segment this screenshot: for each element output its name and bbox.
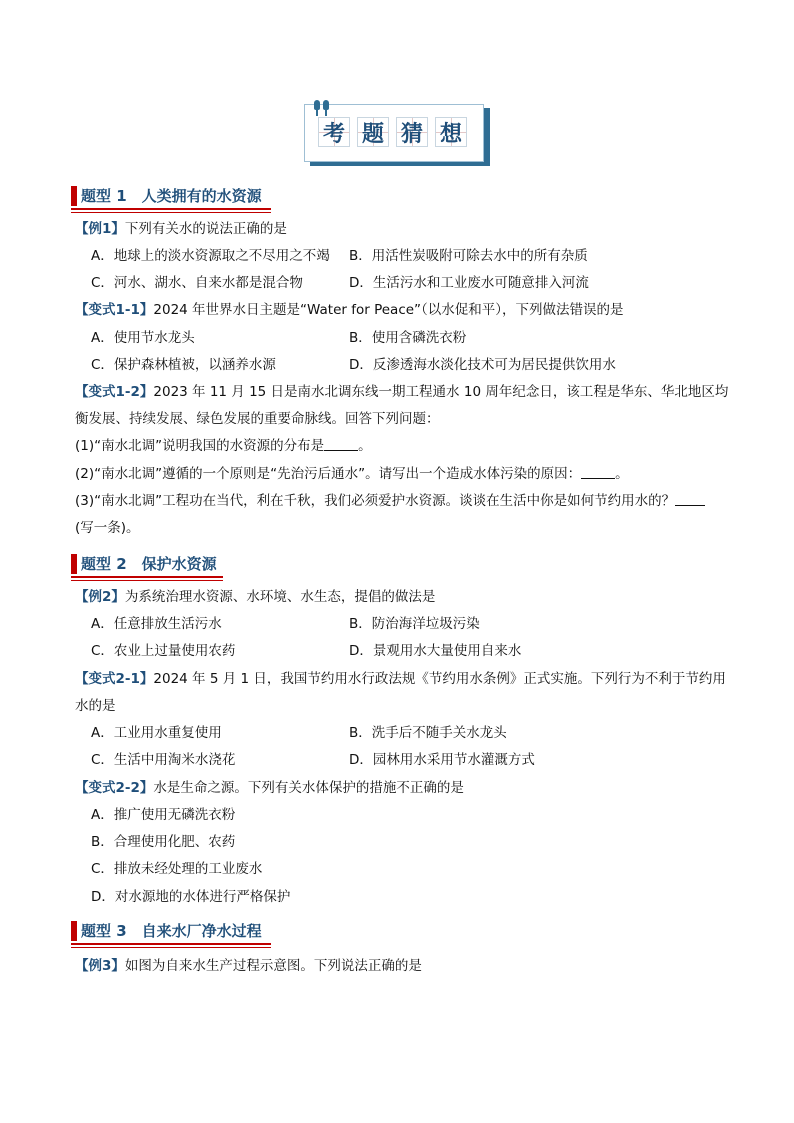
question-variant-1-1 xyxy=(75,300,624,320)
question-tag: 【例2】 xyxy=(75,589,125,605)
sub-question-end: 。 xyxy=(615,466,629,482)
option-c: C．农业上过量使用农药 xyxy=(91,643,236,659)
question-variant-2-1 xyxy=(75,669,726,689)
sub-question-3 xyxy=(75,491,705,511)
section-heading-3 xyxy=(71,917,262,941)
question-variant-1-2 xyxy=(75,382,728,402)
section-underline xyxy=(71,943,271,945)
option-b: B．使用含磷洗衣粉 xyxy=(349,330,467,346)
answer-blank[interactable] xyxy=(581,464,615,479)
section-underline xyxy=(71,208,271,210)
header-banner xyxy=(304,100,490,166)
answer-blank[interactable] xyxy=(324,436,358,451)
option-c: C．生活中用淘米水浇花 xyxy=(91,752,236,768)
option-b: B．合理使用化肥、农药 xyxy=(91,834,236,850)
question-stem: 为系统治理水资源、水环境、水生态，提倡的做法是 xyxy=(124,589,436,605)
banner-char: 考 xyxy=(318,117,350,147)
question-stem: 2024 年 5 月 1 日，我国节约用水行政法规《节约用水条例》正式实施。下列行为不利于节约用 xyxy=(153,671,726,687)
option-d: D．对水源地的水体进行严格保护 xyxy=(91,889,291,905)
question-stem: 2024 年世界水日主题是“Water for Peace”（以水促和平），下列做法错误的是 xyxy=(153,302,624,318)
option-a: A．任意排放生活污水 xyxy=(91,616,222,632)
question-variant-2-2 xyxy=(75,778,464,798)
section-underline xyxy=(71,580,223,581)
section-marker xyxy=(71,186,77,206)
question-tag: 【变式2-1】 xyxy=(75,671,154,687)
option-c: C．保护森林植被，以涵养水源 xyxy=(91,357,276,373)
section-underline xyxy=(71,947,271,948)
question-example-2 xyxy=(75,587,435,607)
question-stem: 下列有关水的说法正确的是 xyxy=(124,221,287,237)
answer-blank[interactable] xyxy=(675,491,705,506)
sub-question-3-continued: (写一条)。 xyxy=(75,520,140,536)
section-title: 题型 3 自来水厂净水过程 xyxy=(81,922,262,940)
option-b: B．防治海洋垃圾污染 xyxy=(349,616,480,632)
banner-char: 想 xyxy=(435,117,467,147)
sub-question-text: (1)“南水北调”说明我国的水资源的分布是 xyxy=(75,438,325,454)
section-marker xyxy=(71,554,77,574)
question-tag: 【变式2-2】 xyxy=(75,780,154,796)
question-tag: 【例1】 xyxy=(75,221,125,237)
banner-title xyxy=(318,117,467,147)
pin-icon xyxy=(323,100,329,110)
section-marker xyxy=(71,921,77,941)
section-heading-2 xyxy=(71,550,217,574)
option-d: D．反渗透海水淡化技术可为居民提供饮用水 xyxy=(349,357,616,373)
section-title: 题型 2 保护水资源 xyxy=(81,555,217,573)
option-d: D．园林用水采用节水灌溉方式 xyxy=(349,752,535,768)
section-heading-1 xyxy=(71,182,262,206)
option-d: D．景观用水大量使用自来水 xyxy=(349,643,522,659)
option-d: D．生活污水和工业废水可随意排入河流 xyxy=(349,275,589,291)
question-stem-continued: 衡发展、持续发展、绿色发展的重要命脉线。回答下列问题： xyxy=(75,411,440,427)
question-stem: 2023 年 11 月 15 日是南水北调东线一期工程通水 10 周年纪念日，该工程是华东、华北地区均 xyxy=(153,384,729,400)
option-b: B．洗手后不随手关水龙头 xyxy=(349,725,507,741)
option-a: A．推广使用无磷洗衣粉 xyxy=(91,807,236,823)
sub-question-1 xyxy=(75,436,372,456)
option-c: C．河水、湖水、自来水都是混合物 xyxy=(91,275,303,291)
sub-question-end: 。 xyxy=(358,438,372,454)
question-tag: 【变式1-1】 xyxy=(75,302,154,318)
sub-question-text: (3)“南水北调”工程功在当代，利在千秋，我们必须爱护水资源。谈谈在生活中你是如何节约用水的？ xyxy=(75,493,676,509)
question-stem-continued: 水的是 xyxy=(75,698,116,714)
question-example-1 xyxy=(75,219,287,239)
banner-char: 猜 xyxy=(396,117,428,147)
option-a: A．地球上的淡水资源取之不尽用之不竭 xyxy=(91,248,330,264)
option-b: B．用活性炭吸附可除去水中的所有杂质 xyxy=(349,248,588,264)
sub-question-2 xyxy=(75,464,629,484)
section-title: 题型 1 人类拥有的水资源 xyxy=(81,187,262,205)
option-a: A．工业用水重复使用 xyxy=(91,725,222,741)
option-a: A．使用节水龙头 xyxy=(91,330,195,346)
question-stem: 水是生命之源。下列有关水体保护的措施不正确的是 xyxy=(153,780,464,796)
option-c: C．排放未经处理的工业废水 xyxy=(91,861,263,877)
section-underline xyxy=(71,576,223,578)
question-example-3 xyxy=(75,956,422,976)
question-stem: 如图为自来水生产过程示意图。下列说法正确的是 xyxy=(124,958,422,974)
pin-icon xyxy=(314,100,320,110)
section-underline xyxy=(71,212,271,213)
question-tag: 【变式1-2】 xyxy=(75,384,154,400)
banner-char: 题 xyxy=(357,117,389,147)
sub-question-text: (2)“南水北调”遵循的一个原则是“先治污后通水”。请写出一个造成水体污染的原因： xyxy=(75,466,582,482)
question-tag: 【例3】 xyxy=(75,958,125,974)
